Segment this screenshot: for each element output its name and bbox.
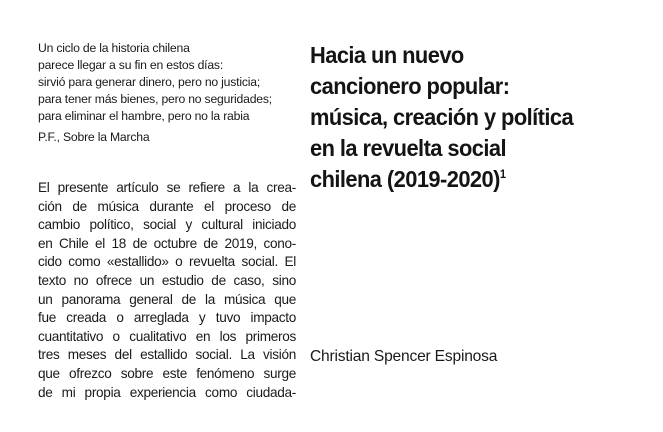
body-line: un panorama general de la música que: [38, 291, 296, 307]
epigraph: [38, 40, 293, 146]
title-line-text: chilena (2019-2020): [310, 166, 500, 192]
epigraph-source: P.F., Sobre la Marcha: [38, 130, 150, 144]
body-line: fue creada o arreglada y tuvo impacto: [38, 310, 296, 326]
right-column: [310, 0, 663, 432]
body-line: texto no ofrece un estudio de caso, sino: [38, 272, 296, 288]
body-line: cuantitativo o cualitativo en los primeros: [38, 328, 296, 344]
article-title: [310, 40, 636, 195]
article-body: [38, 179, 296, 402]
epigraph-line: sirvió para generar dinero, pero no justicia;: [38, 75, 261, 89]
title-line: música, creación y política: [310, 104, 574, 130]
body-line: en Chile el 18 de octubre de 2019, cono-: [38, 235, 296, 251]
title-line: en la revuelta social: [310, 135, 507, 161]
epigraph-line: parece llegar a su fin en estos días:: [38, 58, 224, 72]
title-line: Hacia un nuevo: [310, 42, 464, 68]
body-line: de mi propia experiencia como ciudada-: [38, 384, 296, 400]
body-line: tres meses del estallido social. La visión: [38, 347, 296, 363]
title-line: cancionero popular:: [310, 73, 510, 99]
epigraph-line: para eliminar el hambre, pero no la rabia: [38, 109, 250, 123]
body-line: cambio político, social y cultural iniciado: [38, 217, 296, 233]
epigraph-line: Un ciclo de la historia chilena: [38, 41, 190, 55]
author-name: Christian Spencer Espinosa: [310, 348, 498, 365]
epigraph-line: para tener más bienes, pero no seguridades;: [38, 92, 272, 106]
title-line-last: [310, 164, 636, 195]
left-column: [0, 0, 300, 432]
body-line: que ofrezco sobre este fenómeno surge: [38, 365, 296, 381]
body-line: cido como «estallido» o revuelta social. El: [38, 254, 296, 270]
footnote-mark[interactable]: 1: [499, 167, 506, 182]
body-line: El presente artículo se refiere a la crea-: [38, 180, 296, 195]
body-line: ción de música durante el proceso de: [38, 198, 296, 214]
